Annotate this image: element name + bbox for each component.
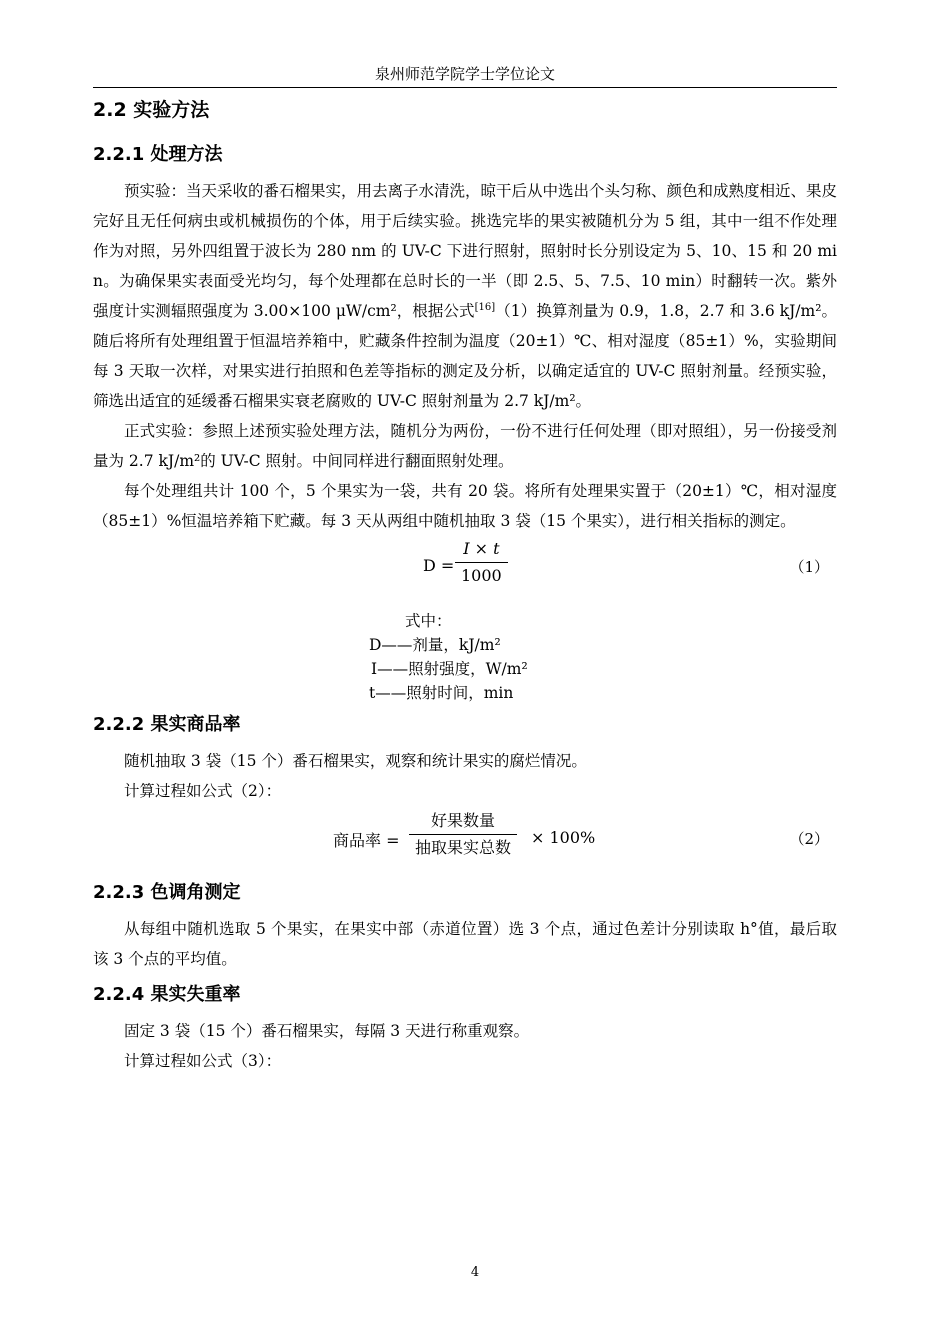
formula-1-fraction	[455, 536, 508, 589]
definition-d: D——剂量，kJ/m²	[369, 636, 501, 654]
citation-ref: [16]	[474, 302, 496, 313]
formula-2-lhs: 商品率 =	[333, 831, 400, 850]
paragraph-formula-3-intro: 计算过程如公式（3）：	[124, 1052, 282, 1070]
formula-1-number: （1）	[789, 558, 829, 576]
main-content	[93, 92, 837, 1076]
formula-1	[93, 536, 837, 600]
paragraph-pre-experiment-part-2: （1）换算剂量为 0.9，1.8，2.7 和 3.6 kJ/m²。随后将所有处理组置于恒温培养箱中，贮藏条件控制为温度（20±1）℃、相对湿度（85±1）%，实验期间每 3 天取一次样，对果实进行拍照和色差等指标的测定及分析，以确定适宜的 UV-C 照射剂量。经预实验，筛选出适宜的延缓番石榴果实衰老腐败的 UV-C 照射剂量为 2.7 kJ/m²。	[93, 302, 837, 410]
paragraph-grouping: 每个处理组共计 100 个，5 个果实为一袋，共有 20 袋。将所有处理果实置于（20±1）℃，相对湿度（85±1）%恒温培养箱下贮藏。每 3 天从两组中随机抽取 3 袋（15 个果实），进行相关指标的测定。	[93, 482, 837, 530]
variable-definitions	[93, 608, 837, 704]
paragraph-sampling: 随机抽取 3 袋（15 个）番石榴果实，观察和统计果实的腐烂情况。	[124, 752, 587, 770]
formula-2-numerator: 好果数量	[431, 811, 496, 830]
paragraph-pre-experiment-part-1: 预实验：当天采收的番石榴果实，用去离子水清洗，晾干后从中选出个头匀称、颜色和成熟度相近、果皮完好且无任何病虫或机械损伤的个体，用于后续实验。挑选完毕的果实被随机分为 5 组，其中一组不作处理作为对照，另外四组置于波长为 280 nm 的 UV-C 下进行照射，照射时长分别设定为 5、10、15 和 20 min。为确保果实表面受光均匀，每个处理都在总时长的一半（即 2.5、5、7.5、10 min）时翻转一次。紫外强度计实测辐照强度为 3.00×100 μW/cm²，根据公式	[93, 182, 838, 320]
formula-1-denominator: 1000	[461, 566, 502, 585]
formula-2-fraction	[409, 808, 517, 861]
definition-i: I——照射强度，W/m²	[371, 660, 528, 678]
subsection-heading-2-2-3: 2.2.3 色调角测定	[93, 882, 241, 903]
subsection-heading-2-2-2: 2.2.2 果实商品率	[93, 714, 241, 735]
header-rule	[93, 87, 837, 88]
section-heading-2-2: 2.2 实验方法	[93, 99, 210, 121]
paragraph-pre-experiment	[93, 176, 837, 416]
definition-t: t——照射时间，min	[369, 684, 514, 702]
formula-1-numerator: I × t	[463, 539, 500, 558]
paragraph-formula-2-intro: 计算过程如公式（2）：	[124, 782, 282, 800]
formula-2-denominator: 抽取果实总数	[415, 838, 512, 857]
formula-2	[93, 806, 837, 872]
subsection-heading-2-2-1: 2.2.1 处理方法	[93, 144, 223, 165]
formula-1-lhs: D =	[423, 556, 455, 575]
page-number: 4	[470, 1265, 480, 1280]
where-label: 式中：	[405, 612, 452, 630]
formula-2-rhs: × 100%	[531, 828, 596, 847]
paragraph-weighing: 固定 3 袋（15 个）番石榴果实，每隔 3 天进行称重观察。	[124, 1022, 530, 1040]
formula-2-number: （2）	[789, 830, 829, 848]
running-header: 泉州师范学院学士学位论文	[374, 65, 555, 83]
paragraph-hue-angle: 从每组中随机选取 5 个果实，在果实中部（赤道位置）选 3 个点，通过色差计分别读取 h°值，最后取该 3 个点的平均值。	[93, 920, 837, 968]
subsection-heading-2-2-4: 2.2.4 果实失重率	[93, 984, 241, 1005]
paragraph-formal-experiment: 正式实验：参照上述预实验处理方法，随机分为两份，一份不进行任何处理（即对照组），另一份接受剂量为 2.7 kJ/m²的 UV-C 照射。中间同样进行翻面照射处理。	[93, 422, 837, 470]
